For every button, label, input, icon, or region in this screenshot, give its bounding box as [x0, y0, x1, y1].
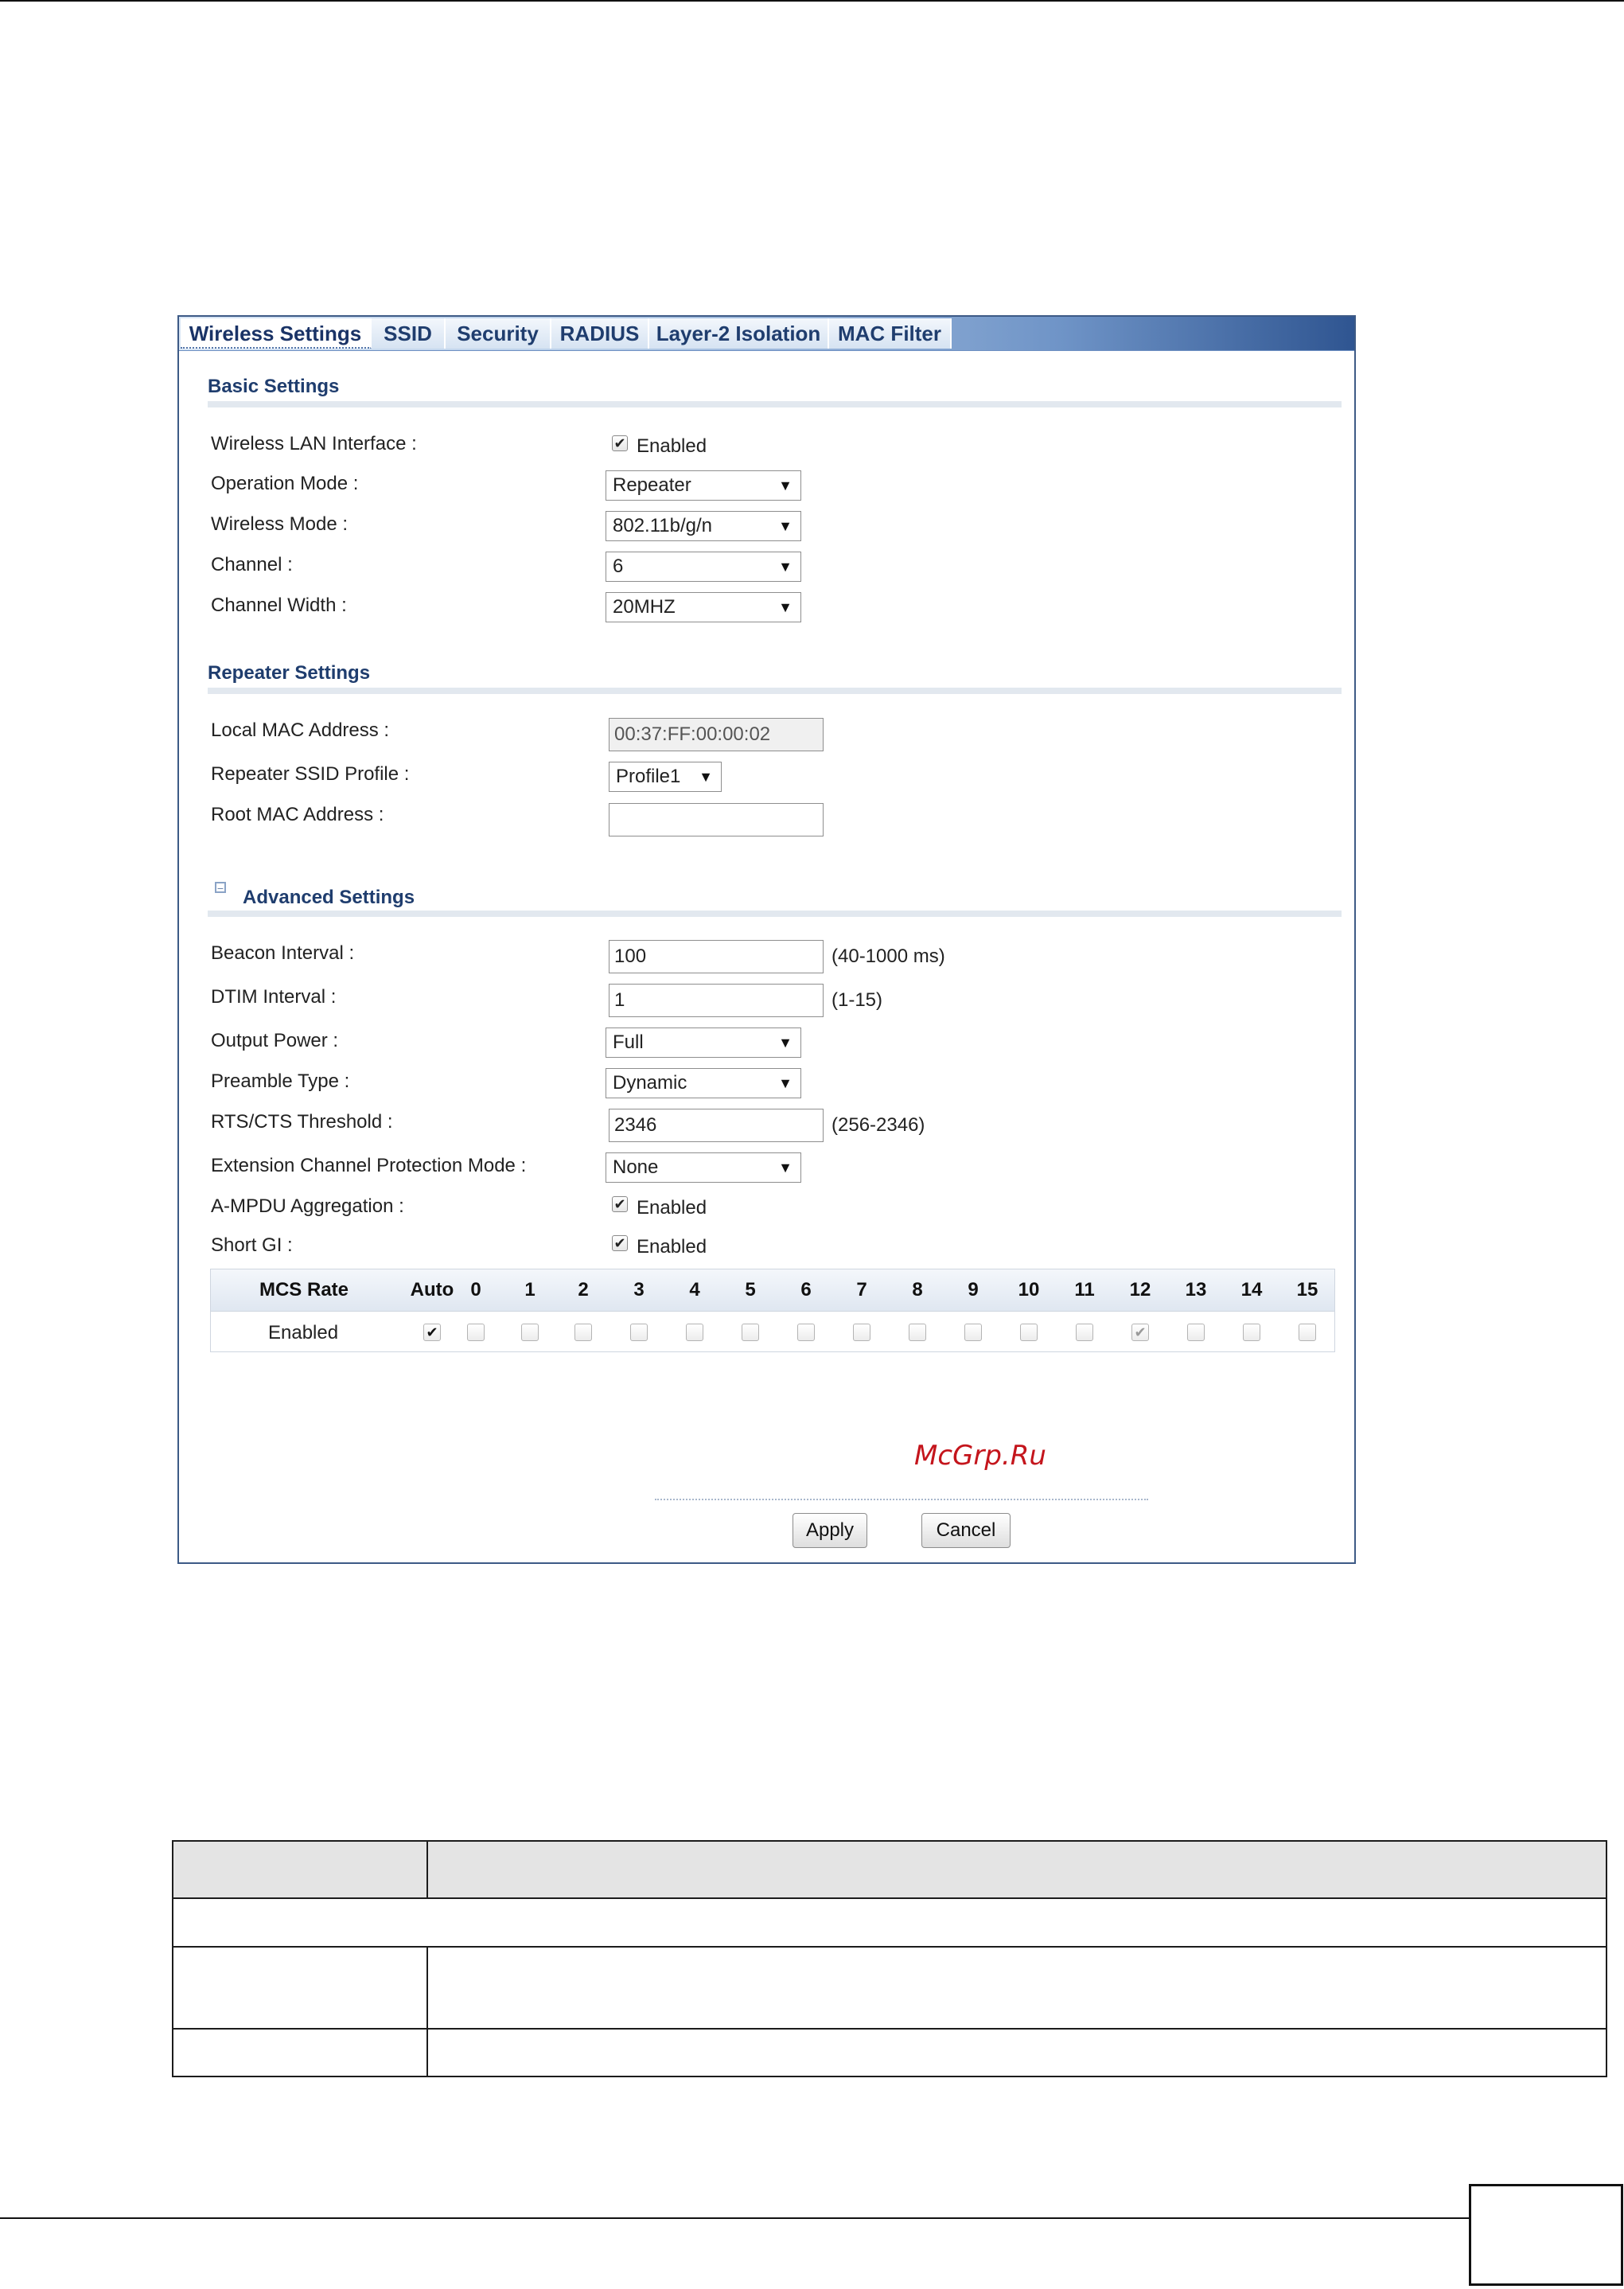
mcs-rate-8-checkbox[interactable] [909, 1324, 926, 1341]
channel-select[interactable] [606, 552, 801, 582]
mcs-rate-12-checkbox[interactable]: ✔ [1131, 1324, 1149, 1341]
wlan-interface-enabled-text: Enabled [637, 435, 707, 457]
collapse-icon[interactable]: − [215, 882, 226, 893]
section-divider [208, 911, 1342, 917]
mcs-rate-2-header: 2 [578, 1279, 589, 1300]
dropdown-arrow-icon: ▼ [778, 518, 793, 534]
beacon-interval-label: Beacon Interval : [211, 942, 355, 964]
mcs-rate-3-checkbox[interactable] [630, 1324, 648, 1341]
mcs-enabled-row-label: Enabled [268, 1322, 339, 1343]
channel-width-label: Channel Width : [211, 595, 347, 616]
table-row-line [172, 1946, 1607, 1948]
extension-channel-protection-value: None [613, 1156, 659, 1178]
extension-channel-protection-label: Extension Channel Protection Mode : [211, 1155, 527, 1176]
operation-mode-label: Operation Mode : [211, 473, 359, 494]
tab-layer2-isolation[interactable]: Layer-2 Isolation [649, 318, 829, 349]
output-power-select[interactable] [606, 1028, 801, 1058]
mcs-rate-10-checkbox[interactable] [1020, 1324, 1038, 1341]
section-divider [208, 401, 1342, 407]
ampdu-aggregation-checkbox[interactable] [612, 1196, 628, 1212]
basic-settings-title: Basic Settings [208, 376, 340, 397]
mcs-rate-9-header: 9 [968, 1279, 979, 1300]
mcs-rate-14-header: 14 [1240, 1279, 1263, 1300]
dropdown-arrow-icon: ▼ [699, 769, 713, 785]
output-power-label: Output Power : [211, 1030, 339, 1051]
beacon-interval-hint: (40-1000 ms) [831, 946, 945, 967]
mcs-rate-15-header: 15 [1296, 1279, 1318, 1300]
repeater-ssid-profile-select[interactable] [609, 762, 722, 792]
dropdown-arrow-icon: ▼ [778, 559, 793, 575]
rts-cts-threshold-hint: (256-2346) [831, 1114, 925, 1136]
dtim-interval-label: DTIM Interval : [211, 986, 337, 1008]
table-border-bottom [172, 2076, 1607, 2077]
mcs-rate-6-header: 6 [800, 1279, 812, 1300]
channel-label: Channel : [211, 554, 293, 575]
rts-cts-threshold-field[interactable]: 2346 [609, 1109, 824, 1142]
table-column-line [426, 1840, 428, 1897]
mcs-rate-5-header: 5 [745, 1279, 756, 1300]
channel-width-select[interactable] [606, 592, 801, 622]
short-gi-checkbox[interactable] [612, 1235, 628, 1251]
table-header-row [172, 1842, 1607, 1897]
mcs-rate-11-checkbox[interactable] [1076, 1324, 1093, 1341]
dropdown-arrow-icon: ▼ [778, 478, 793, 493]
root-mac-label: Root MAC Address : [211, 804, 384, 825]
wireless-mode-label: Wireless Mode : [211, 513, 349, 535]
apply-button[interactable]: Apply [793, 1513, 867, 1548]
description-table [172, 1840, 1607, 2077]
mcs-rate-2-checkbox[interactable] [574, 1324, 592, 1341]
mcs-rate-header: MCS Rate [259, 1279, 349, 1300]
mcs-rate-10-header: 10 [1018, 1279, 1040, 1300]
table-border-right [1606, 1840, 1607, 2077]
check-mark-icon: ✔ [613, 435, 626, 451]
mcs-rate-13-checkbox[interactable] [1187, 1324, 1205, 1341]
cancel-button[interactable]: Cancel [921, 1513, 1011, 1548]
mcs-rate-14-checkbox[interactable] [1243, 1324, 1260, 1341]
mcs-rate-5-checkbox[interactable] [742, 1324, 759, 1341]
output-power-value: Full [613, 1031, 644, 1053]
mcs-rate-1-checkbox[interactable] [521, 1324, 539, 1341]
table-row-line [172, 2028, 1607, 2030]
mcs-rate-8-header: 8 [912, 1279, 923, 1300]
tab-security[interactable]: Security [446, 318, 551, 349]
footer-rule [0, 2217, 1470, 2219]
channel-width-value: 20MHZ [613, 596, 676, 618]
short-gi-label: Short GI : [211, 1234, 293, 1256]
extension-channel-protection-select[interactable] [606, 1152, 801, 1183]
repeater-ssid-profile-label: Repeater SSID Profile : [211, 763, 410, 785]
ampdu-aggregation-enabled-text: Enabled [637, 1197, 707, 1219]
wireless-mode-select[interactable] [606, 511, 801, 541]
mcs-rate-4-checkbox[interactable] [686, 1324, 703, 1341]
mcs-rate-6-checkbox[interactable] [797, 1324, 815, 1341]
mcs-rate-9-checkbox[interactable] [964, 1324, 982, 1341]
page-number-box [1469, 2184, 1623, 2286]
advanced-settings-title: Advanced Settings [243, 887, 415, 908]
tab-bar [179, 317, 1354, 351]
table-row-line [172, 1897, 1607, 1899]
table-column-line [426, 1946, 428, 2077]
watermark: McGrp.Ru [914, 1440, 1046, 1472]
tab-mac-filter[interactable]: MAC Filter [829, 318, 952, 349]
dtim-interval-field[interactable]: 1 [609, 984, 824, 1017]
tab-ssid[interactable]: SSID [372, 318, 446, 349]
tab-wireless-settings[interactable]: Wireless Settings [181, 318, 372, 349]
preamble-type-value: Dynamic [613, 1072, 687, 1094]
mcs-rate-15-checkbox[interactable] [1299, 1324, 1316, 1341]
check-mark-icon: ✔ [613, 1196, 626, 1212]
screenshot-frame [177, 315, 1356, 1564]
dtim-interval-hint: (1-15) [831, 989, 883, 1011]
root-mac-field[interactable] [609, 803, 824, 836]
local-mac-label: Local MAC Address : [211, 719, 390, 741]
mcs-auto-header: Auto [410, 1279, 454, 1300]
wireless-mode-value: 802.11b/g/n [613, 515, 713, 536]
mcs-rate-7-checkbox[interactable] [853, 1324, 870, 1341]
mcs-rate-4-header: 4 [689, 1279, 700, 1300]
page-top-rule [0, 0, 1624, 2]
wlan-interface-label: Wireless LAN Interface : [211, 433, 417, 454]
mcs-rate-11-header: 11 [1074, 1279, 1095, 1300]
dropdown-arrow-icon: ▼ [778, 1035, 793, 1051]
rts-cts-threshold-label: RTS/CTS Threshold : [211, 1111, 393, 1133]
mcs-rate-12-header: 12 [1129, 1279, 1151, 1300]
dropdown-arrow-icon: ▼ [778, 1160, 793, 1176]
button-bar-divider [655, 1499, 1148, 1500]
mcs-rate-0-header: 0 [470, 1279, 481, 1300]
mcs-rate-table [210, 1269, 1335, 1352]
mcs-rate-1-header: 1 [524, 1279, 535, 1300]
mcs-rate-3-header: 3 [633, 1279, 645, 1300]
mcs-rate-13-header: 13 [1185, 1279, 1207, 1300]
preamble-type-label: Preamble Type : [211, 1070, 350, 1092]
table-border-left [172, 1840, 173, 2077]
repeater-ssid-profile-value: Profile1 [616, 766, 681, 787]
mcs-auto-checkbox[interactable]: ✔ [423, 1324, 441, 1341]
wlan-interface-checkbox[interactable] [612, 435, 628, 451]
repeater-settings-title: Repeater Settings [208, 662, 371, 684]
preamble-type-select[interactable] [606, 1068, 801, 1098]
beacon-interval-field[interactable]: 100 [609, 940, 824, 973]
channel-value: 6 [613, 556, 624, 577]
operation-mode-select[interactable] [606, 470, 801, 501]
tab-radius[interactable]: RADIUS [551, 318, 649, 349]
dropdown-arrow-icon: ▼ [778, 599, 793, 615]
mcs-rate-0-checkbox[interactable] [467, 1324, 485, 1341]
local-mac-field: 00:37:FF:00:00:02 [609, 718, 824, 751]
operation-mode-value: Repeater [613, 474, 691, 496]
dropdown-arrow-icon: ▼ [778, 1075, 793, 1091]
mcs-rate-7-header: 7 [856, 1279, 867, 1300]
short-gi-enabled-text: Enabled [637, 1236, 707, 1258]
section-divider [208, 688, 1342, 694]
check-mark-icon: ✔ [613, 1235, 626, 1251]
ampdu-aggregation-label: A-MPDU Aggregation : [211, 1195, 404, 1217]
